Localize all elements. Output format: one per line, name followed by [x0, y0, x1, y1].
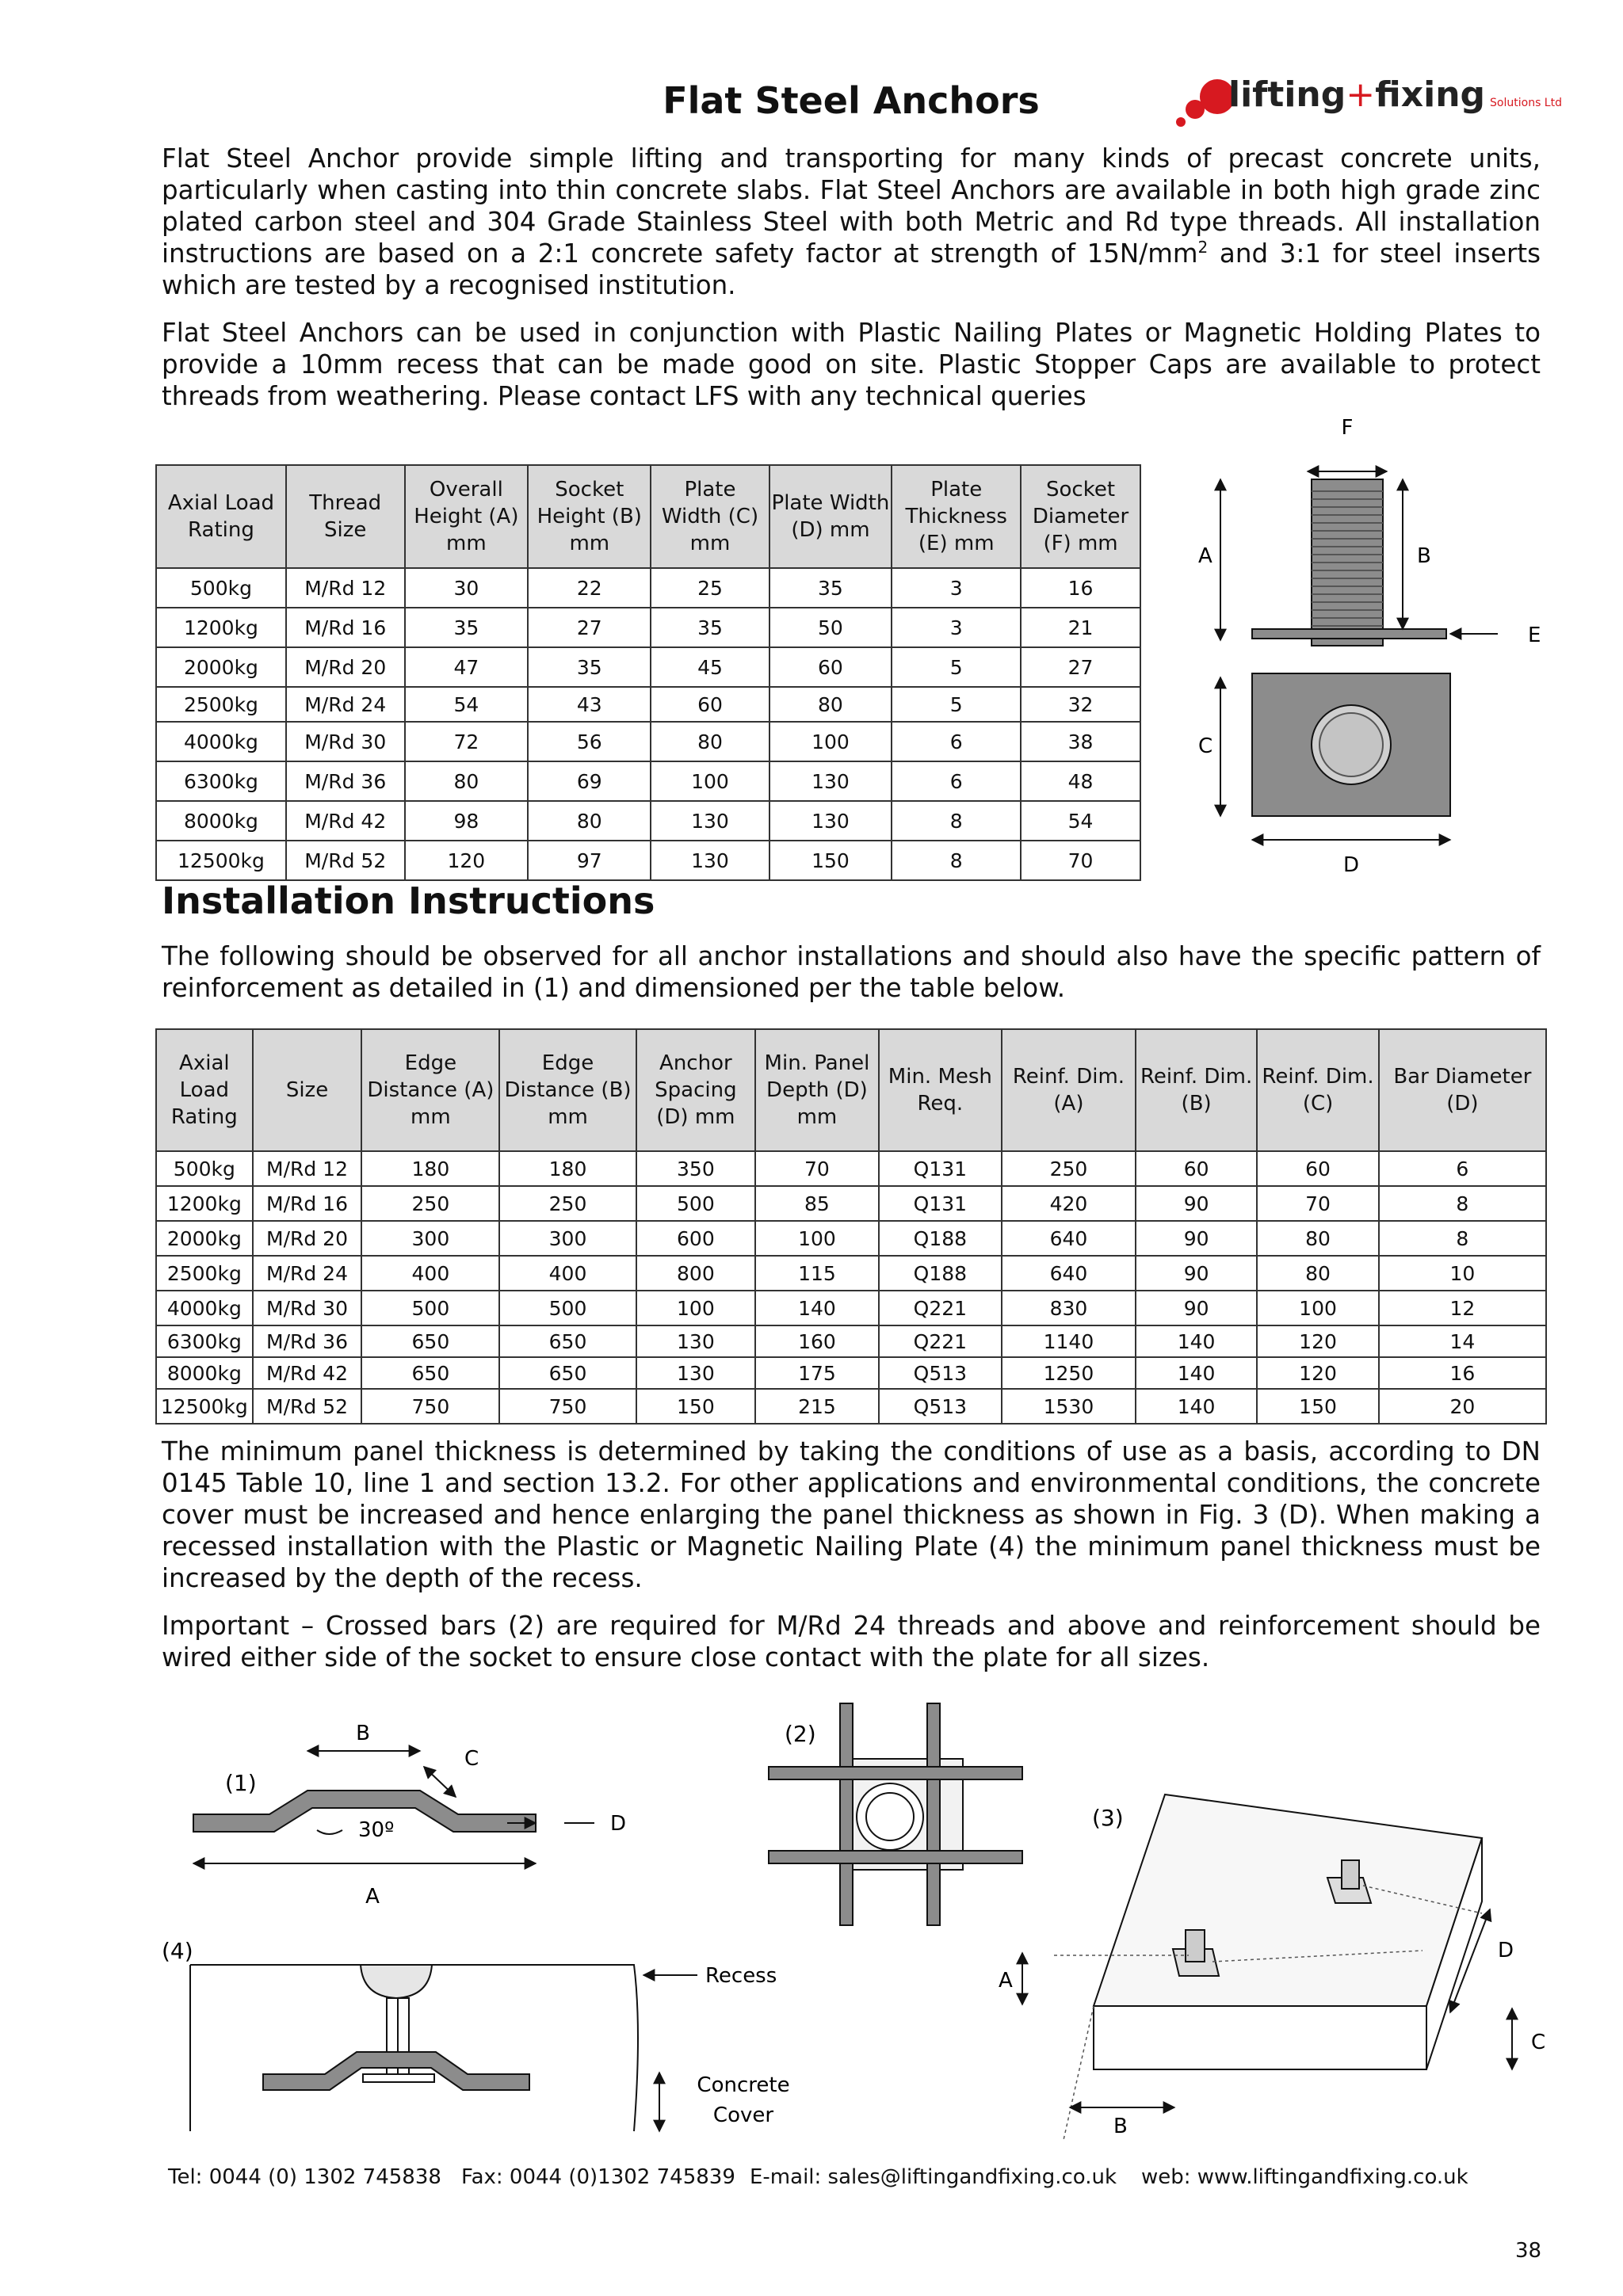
- table2-cell: 12500kg: [156, 1389, 253, 1424]
- logo-word-lifting: lifting: [1228, 74, 1346, 115]
- table2-header-cell: Axial Load Rating: [156, 1029, 253, 1151]
- table2-cell: 500: [361, 1291, 499, 1325]
- table1-cell: 5: [892, 647, 1021, 687]
- fig3-label-d: D: [1498, 1939, 1514, 1962]
- table1-cell: 130: [769, 761, 892, 801]
- table1-cell: 80: [528, 801, 651, 841]
- table1-cell: 100: [651, 761, 769, 801]
- table1-cell: 60: [651, 687, 769, 722]
- table1-cell: 27: [1021, 647, 1140, 687]
- table2-cell: 120: [1257, 1357, 1378, 1389]
- table2-cell: 160: [755, 1325, 879, 1357]
- table2-cell: 420: [1002, 1186, 1136, 1221]
- table2-cell: 6: [1379, 1151, 1546, 1186]
- table1-cell: 69: [528, 761, 651, 801]
- table1-cell: 80: [769, 687, 892, 722]
- table2-row: [156, 1256, 1546, 1291]
- table2-cell: 650: [499, 1325, 636, 1357]
- table1-cell: 1200kg: [156, 608, 286, 647]
- table2-cell: 500kg: [156, 1151, 253, 1186]
- table1-cell: 8: [892, 841, 1021, 880]
- fig1-angle-label: 30º: [358, 1818, 395, 1842]
- anchor-dimensions-table: [155, 464, 1141, 881]
- table2-cell: 2000kg: [156, 1221, 253, 1256]
- table2-row: [156, 1186, 1546, 1221]
- table2-cell: 500: [499, 1291, 636, 1325]
- fig1-label: (1): [225, 1770, 257, 1796]
- footer-web[interactable]: web: www.liftingandfixing.co.uk: [1141, 2165, 1468, 2189]
- table1-cell: 25: [651, 568, 769, 608]
- table1-row: [156, 608, 1140, 647]
- dim-label-d: D: [1342, 853, 1360, 877]
- table2-cell: 150: [1257, 1389, 1378, 1424]
- recess-shape: [361, 1965, 432, 1998]
- table2-cell: Q188: [879, 1221, 1002, 1256]
- table1-cell: 35: [651, 608, 769, 647]
- superscript: 2: [1197, 238, 1209, 257]
- table2-cell: 100: [636, 1291, 756, 1325]
- fig1-label-a: A: [365, 1885, 380, 1909]
- fig4-cover-label-2: Cover: [712, 2103, 774, 2127]
- notes-paragraph-2: Important – Crossed bars (2) are required for M/Rd 24 threads and above and reinforcement should be wired either side of the socket to ensure close contact with the plate for all sizes.: [162, 1611, 1541, 1672]
- table2-cell: 250: [499, 1186, 636, 1221]
- installation-heading: Installation Instructions: [162, 879, 655, 922]
- table2-cell: 80: [1257, 1221, 1378, 1256]
- table2-cell: 400: [361, 1256, 499, 1291]
- table2-cell: M/Rd 42: [253, 1357, 362, 1389]
- table2-cell: 400: [499, 1256, 636, 1291]
- fig3-label-c: C: [1531, 2031, 1546, 2054]
- table2-cell: 140: [1136, 1357, 1257, 1389]
- table1-cell: 98: [405, 801, 529, 841]
- table2-cell: 2500kg: [156, 1256, 253, 1291]
- table1-cell: 45: [651, 647, 769, 687]
- table2-cell: 140: [1136, 1325, 1257, 1357]
- table2-header-cell: Min. Panel Depth (D) mm: [755, 1029, 879, 1151]
- table1-cell: 6: [892, 722, 1021, 761]
- table2-cell: 150: [636, 1389, 756, 1424]
- company-logo: [1173, 73, 1562, 136]
- table2-cell: 140: [1136, 1389, 1257, 1424]
- table2-cell: M/Rd 36: [253, 1325, 362, 1357]
- table1-header-cell: Plate Width (D) mm: [769, 465, 892, 568]
- table1-cell: M/Rd 24: [286, 687, 405, 722]
- table2-cell: 16: [1379, 1357, 1546, 1389]
- table1-cell: 8000kg: [156, 801, 286, 841]
- footer-email[interactable]: E-mail: sales@liftingandfixing.co.uk: [750, 2165, 1117, 2189]
- table2-cell: 600: [636, 1221, 756, 1256]
- table2-cell: 70: [1257, 1186, 1378, 1221]
- table1-cell: 21: [1021, 608, 1140, 647]
- table2-cell: 650: [361, 1357, 499, 1389]
- table2-cell: 750: [499, 1389, 636, 1424]
- table1-cell: 60: [769, 647, 892, 687]
- table1-cell: 2000kg: [156, 647, 286, 687]
- table1-row: [156, 647, 1140, 687]
- table1-cell: 100: [769, 722, 892, 761]
- table1-cell: 56: [528, 722, 651, 761]
- table1-cell: M/Rd 42: [286, 801, 405, 841]
- fig1-angle-arc: [317, 1830, 342, 1834]
- logo-subtitle: Solutions Ltd: [1490, 97, 1562, 109]
- notes-paragraph-1: The minimum panel thickness is determined by taking the conditions of use as a basis, according to DN 0145 Table 10, line 1 and section 13.2. For other applications and environmental conditions, the concrete cover must be increased and hence enlarging the panel thickness as shown in Fig. 3 (D). When making a recessed installation with the Plastic or Magnetic Nailing Plate (4) the minimum panel thickness must be increased by the depth of the recess.: [162, 1436, 1541, 1593]
- figure-4-recess-section: [158, 1933, 808, 2139]
- anchor-dimension-diagram: [1165, 412, 1561, 879]
- table2-cell: 8000kg: [156, 1357, 253, 1389]
- table2-cell: 100: [1257, 1291, 1378, 1325]
- table1-cell: 500kg: [156, 568, 286, 608]
- fig1-label-c: C: [464, 1747, 479, 1771]
- table2-cell: 650: [361, 1325, 499, 1357]
- table1-cell: 97: [528, 841, 651, 880]
- table2-cell: Q513: [879, 1357, 1002, 1389]
- table2-header-cell: Reinf. Dim. (A): [1002, 1029, 1136, 1151]
- logo-dots-icon: [1173, 73, 1236, 136]
- table2-cell: Q221: [879, 1291, 1002, 1325]
- table2-cell: 140: [755, 1291, 879, 1325]
- fig1-label-d: D: [610, 1812, 627, 1836]
- table1-cell: 22: [528, 568, 651, 608]
- table2-cell: 120: [1257, 1325, 1378, 1357]
- table2-row: [156, 1291, 1546, 1325]
- table2-row: [156, 1221, 1546, 1256]
- dim-label-f: F: [1341, 416, 1354, 440]
- table1-header-cell: Socket Diameter (F) mm: [1021, 465, 1140, 568]
- table2-cell: 60: [1136, 1151, 1257, 1186]
- table1-row: [156, 722, 1140, 761]
- table2-cell: 640: [1002, 1221, 1136, 1256]
- table1-cell: 130: [769, 801, 892, 841]
- table1-cell: M/Rd 20: [286, 647, 405, 687]
- table2-cell: 10: [1379, 1256, 1546, 1291]
- dim-label-a: A: [1198, 544, 1212, 568]
- table1-row: [156, 568, 1140, 608]
- table1-cell: M/Rd 52: [286, 841, 405, 880]
- fig1-arrow-c: [424, 1767, 456, 1797]
- fig1-label-b: B: [356, 1722, 370, 1745]
- table1-cell: 80: [651, 722, 769, 761]
- table2-header-cell: Anchor Spacing (D) mm: [636, 1029, 756, 1151]
- table1-cell: 32: [1021, 687, 1140, 722]
- intro-paragraph-1: Flat Steel Anchor provide simple lifting and transporting for many kinds of precast concrete units, particularly when casting into thin concrete slabs. Flat Steel Anchors are available in both high grade zinc plated carbon steel and 304 Grade Stainless Steel with both Metric and Rd type threads. All installation instructions are based on a 2:1 concrete safety factor at strength of $15N/mm^2$ and 3:1 for steel inserts which are tested by a recognised institution.: [162, 143, 1541, 300]
- table1-header-cell: Socket Height (B) mm: [528, 465, 651, 568]
- fig4-label: (4): [162, 1938, 193, 1964]
- table2-cell: 8: [1379, 1186, 1546, 1221]
- table1-cell: 8: [892, 801, 1021, 841]
- table1-cell: 54: [405, 687, 529, 722]
- table2-cell: 500: [636, 1186, 756, 1221]
- table1-cell: 48: [1021, 761, 1140, 801]
- table1-cell: 43: [528, 687, 651, 722]
- table2-cell: 85: [755, 1186, 879, 1221]
- table1-cell: 5: [892, 687, 1021, 722]
- installation-table: [155, 1028, 1547, 1425]
- intro-paragraph-2: Flat Steel Anchors can be used in conjunction with Plastic Nailing Plates or Magnetic Holding Plates to provide a 10mm recess that can be made good on site. Plastic Stopper Caps are available to protect threads from weathering. Please contact LFS with any technical queries: [162, 318, 1541, 411]
- table2-cell: 115: [755, 1256, 879, 1291]
- table2-cell: Q221: [879, 1325, 1002, 1357]
- table1-cell: 30: [405, 568, 529, 608]
- table1-cell: M/Rd 12: [286, 568, 405, 608]
- table1-row: [156, 841, 1140, 880]
- anchor-plan-view: [1252, 673, 1450, 816]
- table2-cell: 830: [1002, 1291, 1136, 1325]
- table2-cell: 70: [755, 1151, 879, 1186]
- table1-cell: 3: [892, 568, 1021, 608]
- table1-cell: 6: [892, 761, 1021, 801]
- table1-cell: 130: [651, 801, 769, 841]
- table2-cell: 180: [361, 1151, 499, 1186]
- table2-cell: M/Rd 20: [253, 1221, 362, 1256]
- table2-cell: 130: [636, 1357, 756, 1389]
- table2-cell: 250: [1002, 1151, 1136, 1186]
- table2-cell: 60: [1257, 1151, 1378, 1186]
- table2-cell: 20: [1379, 1389, 1546, 1424]
- table2-header-cell: Size: [253, 1029, 362, 1151]
- logo-word-fixing: fixing: [1375, 74, 1486, 115]
- table2-cell: M/Rd 52: [253, 1389, 362, 1424]
- table2-cell: 90: [1136, 1291, 1257, 1325]
- table1-cell: 47: [405, 647, 529, 687]
- table2-cell: M/Rd 16: [253, 1186, 362, 1221]
- fig3-label-b: B: [1113, 2115, 1128, 2138]
- table1-cell: 35: [769, 568, 892, 608]
- table2-cell: 8: [1379, 1221, 1546, 1256]
- table1-row: [156, 801, 1140, 841]
- table1-cell: 120: [405, 841, 529, 880]
- table1-header-cell: Plate Width (C) mm: [651, 465, 769, 568]
- dim-label-e: E: [1528, 624, 1541, 647]
- table2-row: [156, 1357, 1546, 1389]
- table2-cell: 90: [1136, 1186, 1257, 1221]
- table2-cell: 640: [1002, 1256, 1136, 1291]
- table2-header-cell: Reinf. Dim. (C): [1257, 1029, 1378, 1151]
- table1-cell: 35: [405, 608, 529, 647]
- plate-base: [363, 2074, 434, 2082]
- fig3-label: (3): [1092, 1805, 1124, 1831]
- table2-cell: 4000kg: [156, 1291, 253, 1325]
- table2-cell: 750: [361, 1389, 499, 1424]
- table1-cell: 80: [405, 761, 529, 801]
- table1-cell: 150: [769, 841, 892, 880]
- table2-cell: 1200kg: [156, 1186, 253, 1221]
- table2-row: [156, 1325, 1546, 1357]
- table2-cell: M/Rd 24: [253, 1256, 362, 1291]
- dim-label-c: C: [1198, 734, 1213, 758]
- table2-cell: 6300kg: [156, 1325, 253, 1357]
- table1-cell: 16: [1021, 568, 1140, 608]
- fig4-cover-label-1: Concrete: [697, 2073, 790, 2097]
- table2-cell: 12: [1379, 1291, 1546, 1325]
- panel-front-face: [1094, 2006, 1426, 2069]
- page-number: 38: [1515, 2239, 1542, 2263]
- table1-row: [156, 761, 1140, 801]
- table1-cell: 50: [769, 608, 892, 647]
- table1-header-cell: Thread Size: [286, 465, 405, 568]
- table1-cell: 54: [1021, 801, 1140, 841]
- table2-cell: Q188: [879, 1256, 1002, 1291]
- table2-row: [156, 1151, 1546, 1186]
- table2-header-cell: Edge Distance (B) mm: [499, 1029, 636, 1151]
- table2-cell: 100: [755, 1221, 879, 1256]
- figure-3-panel-layout: [975, 1775, 1577, 2139]
- table2-cell: M/Rd 12: [253, 1151, 362, 1186]
- table1-cell: 6300kg: [156, 761, 286, 801]
- table2-header-cell: Bar Diameter (D): [1379, 1029, 1546, 1151]
- table2-header-cell: Min. Mesh Req.: [879, 1029, 1002, 1151]
- table2-cell: 175: [755, 1357, 879, 1389]
- panel-top-face: [1094, 1794, 1482, 2006]
- table2-cell: Q131: [879, 1186, 1002, 1221]
- fig2-label: (2): [785, 1721, 816, 1747]
- table1-header-cell: Overall Height (A) mm: [405, 465, 529, 568]
- table1-cell: 4000kg: [156, 722, 286, 761]
- table2-cell: 14: [1379, 1325, 1546, 1357]
- table1-cell: 38: [1021, 722, 1140, 761]
- table2-cell: 80: [1257, 1256, 1378, 1291]
- table2-cell: M/Rd 30: [253, 1291, 362, 1325]
- table2-header-cell: Reinf. Dim. (B): [1136, 1029, 1257, 1151]
- table2-cell: 800: [636, 1256, 756, 1291]
- table1-row: [156, 687, 1140, 722]
- table2-cell: 650: [499, 1357, 636, 1389]
- table1-cell: M/Rd 30: [286, 722, 405, 761]
- table2-cell: 1140: [1002, 1325, 1136, 1357]
- logo-plus: +: [1346, 74, 1376, 115]
- installation-paragraph: The following should be observed for all anchor installations and should also have the specific pattern of reinforcement as detailed in (1) and dimensioned per the table below.: [162, 941, 1541, 1003]
- table1-cell: 2500kg: [156, 687, 286, 722]
- dim-label-b: B: [1417, 544, 1431, 568]
- table2-cell: 90: [1136, 1221, 1257, 1256]
- table1-cell: 130: [651, 841, 769, 880]
- table1-cell: 12500kg: [156, 841, 286, 880]
- table2-cell: 1530: [1002, 1389, 1136, 1424]
- page-title: Flat Steel Anchors: [663, 79, 1040, 122]
- table1-cell: 35: [528, 647, 651, 687]
- table2-cell: 250: [361, 1186, 499, 1221]
- vertical-bar-right: [927, 1703, 940, 1925]
- table1-cell: 72: [405, 722, 529, 761]
- vertical-bar-left: [840, 1703, 853, 1925]
- footer-tel: Tel: 0044 (0) 1302 745838: [168, 2165, 441, 2189]
- table1-cell: 70: [1021, 841, 1140, 880]
- table2-cell: 1250: [1002, 1357, 1136, 1389]
- table1-header-cell: Plate Thickness (E) mm: [892, 465, 1021, 568]
- table2-cell: 350: [636, 1151, 756, 1186]
- fig3-label-a: A: [999, 1969, 1013, 1993]
- table2-cell: Q513: [879, 1389, 1002, 1424]
- table2-cell: Q131: [879, 1151, 1002, 1186]
- table1-cell: M/Rd 36: [286, 761, 405, 801]
- footer-fax: Fax: 0044 (0)1302 745839: [461, 2165, 735, 2189]
- fig4-recess-label: Recess: [705, 1964, 777, 1988]
- table2-cell: 300: [361, 1221, 499, 1256]
- table2-cell: 300: [499, 1221, 636, 1256]
- table2-row: [156, 1389, 1546, 1424]
- table1-header-cell: Axial Load Rating: [156, 465, 286, 568]
- table2-cell: 90: [1136, 1256, 1257, 1291]
- table1-cell: 27: [528, 608, 651, 647]
- socket-inner: [866, 1793, 914, 1840]
- table2-header-cell: Edge Distance (A) mm: [361, 1029, 499, 1151]
- table2-cell: 180: [499, 1151, 636, 1186]
- table1-cell: 3: [892, 608, 1021, 647]
- figure-1-reinforcement-bar: [158, 1711, 650, 1917]
- table1-cell: M/Rd 16: [286, 608, 405, 647]
- table2-cell: 130: [636, 1325, 756, 1357]
- table2-cell: 215: [755, 1389, 879, 1424]
